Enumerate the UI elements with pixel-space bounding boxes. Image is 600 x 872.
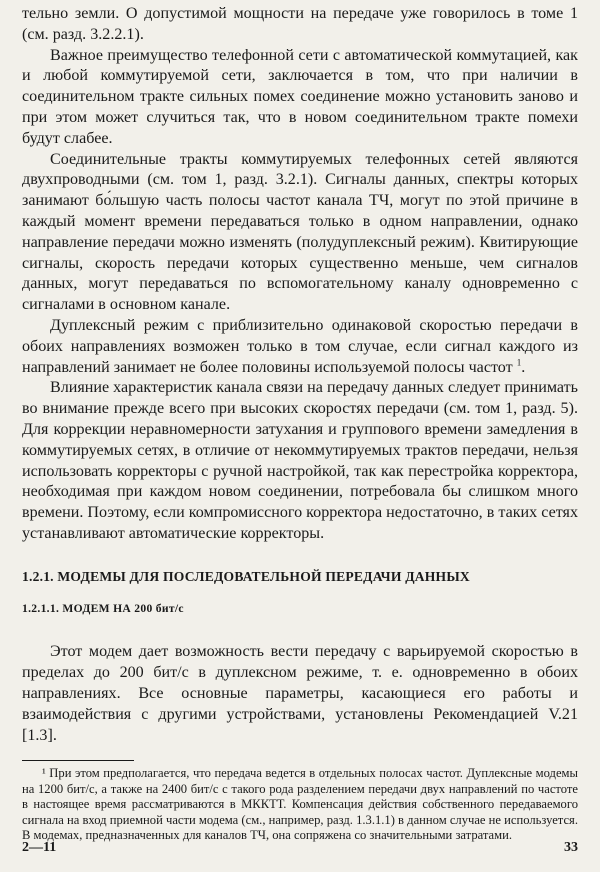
- paragraph-two-wire: Соединительные тракты коммутируемых телефонных сетей являются двухпроводными (см. том 1, разд. 3.2.1). Сигналы данных, спектры которых занимают бо́льшую часть полосы частот канала ТЧ, могут по этой причине в каждый момент времени передаваться только в одном направлении, однако направление передачи можно изменять (полудуплексный режим). Квитирующие сигналы, скорость передачи которых существенно меньше, чем сигналов данных, могут передаваться по вспомогательному каналу одновременно с сигналами в основном канале.: [22, 150, 578, 314]
- paragraph-modem-200: Этот модем дает возможность вести передачу с варьируемой скоростью в пределах до 200 бит/с в дуплексном режиме, т. е. одновременно в обоих направлениях. Все основные параметры, касающиеся его работы и взаимодействия с другими устройствами, установлены Рекомендацией V.21 [1.3].: [22, 643, 578, 744]
- paragraph-duplex-text: Дуплексный режим с приблизительно одинаковой скоростью передачи в обоих направлениях возможен только в том случае, если сигнал каждого из направлений занимает не более половины используемой полосы частот: [22, 316, 578, 376]
- page-number: 33: [564, 840, 578, 855]
- footnote-marker: 1: [516, 357, 522, 368]
- footnote-text: ¹ При этом предполагается, что передача ведется в отдельных полосах частот. Дуплексные модемы на 1200 бит/с, а также на 2400 бит/с с такого рода разделением передачи двух направлений по частоте в настоящее время рассматриваются в МККТТ. Компенсация действия собственного передаваемого сигнала на вход приемной части модема (см., например, разд. 1.3.1.1) в данном случае не используется. В модемах, предназначенных для каналов ТЧ, она сопряжена со значительными затратами.: [22, 766, 578, 842]
- paragraph-advantage: Важное преимущество телефонной сети с автоматической коммутацией, как и любой коммутируемой сети, заключается в том, что при наличии в соединительном тракте сильных помех соединение можно установить заново и при этом может случиться так, что в новом соединительном тракте помехи будут слабее.: [22, 46, 578, 147]
- footnote-divider: [22, 760, 134, 761]
- paragraph-continuation: тельно земли. О допустимой мощности на передаче уже говорилось в томе 1 (см. разд. 3.2.2.1).: [22, 5, 578, 43]
- page-footer: [22, 840, 578, 856]
- signature-mark: 2—11: [22, 840, 57, 855]
- section-heading: 1.2.1. МОДЕМЫ ДЛЯ ПОСЛЕДОВАТЕЛЬНОЙ ПЕРЕДАЧИ ДАННЫХ: [22, 568, 470, 584]
- paragraph-duplex: [22, 316, 578, 378]
- subsection-heading: 1.2.1.1. МОДЕМ НА 200 бит/с: [22, 601, 184, 615]
- footnote-marker-suffix: .: [521, 358, 526, 376]
- paragraph-channel-influence: Влияние характеристик канала связи на передачу данных следует принимать во внимание прежде всего при высоких скоростях передачи (см. том 1, разд. 5). Для коррекции неравномерности затухания и группового времени замедления в коммутируемых сетях, в отличие от некоммутируемых трактов передачи, нельзя использовать корректоры с ручной настройкой, так как перестройка корректора, необходимая при каждом новом соединении, потребовала бы слишком много времени. Поэтому, если компромиссного корректора недостаточно, в таких сетях устанавливают автоматические корректоры.: [22, 379, 578, 542]
